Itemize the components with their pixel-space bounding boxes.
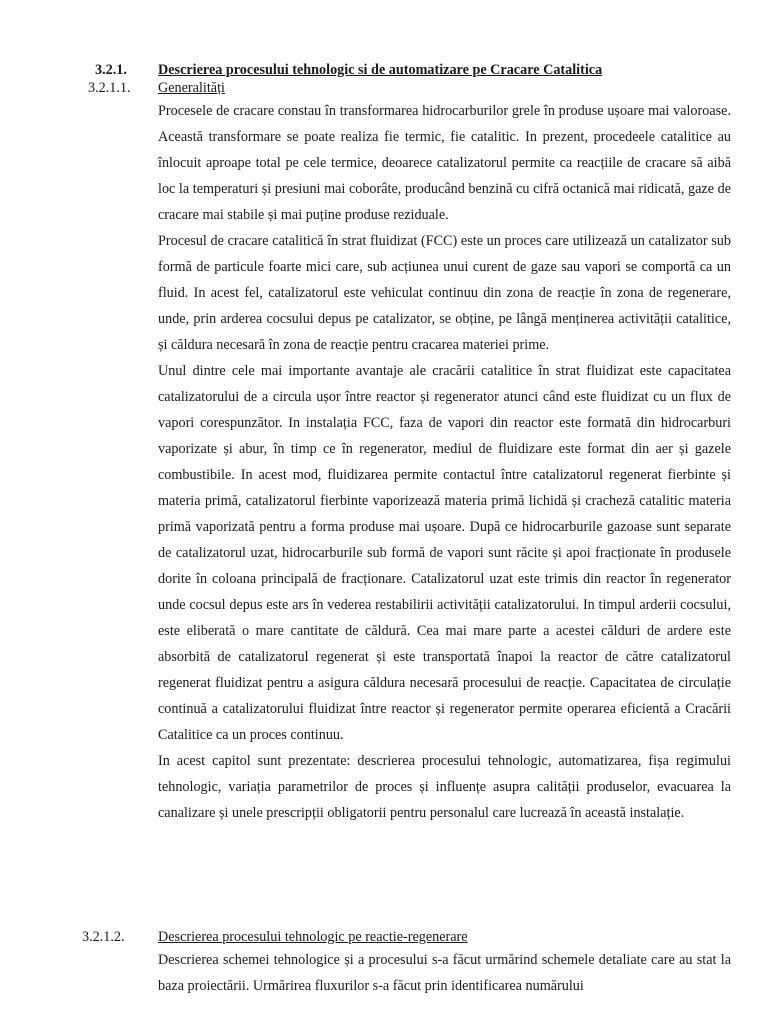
body-text (158, 98, 731, 826)
paragraph: Procesul de cracare catalitică în strat fluidizat (FCC) este un proces care utilizează un catalizator sub formă de particule foarte mici care, sub acțiunea unui curent de gaze sau vapori se comportă ca un fluid. In acest fel, catalizatorul este vehiculat continuu din zona de reacție în zona de regenerare, unde, prin arderea cocsului depus pe catalizator, se obține, pe lângă menținerea activității catalitice, și căldura necesară în zona de reacție pentru cracarea materiei prime. (158, 233, 731, 353)
paragraph: Procesele de cracare constau în transformarea hidrocarburilor grele în produse ușoare mai valoroase. Această transformare se poate realiza fie termic, fie catalitic. In prezent, procedeele catalitice au înlocuit aproape total pe cele termice, deoarece catalizatorul permite ca reacțiile de cracare să aibă loc la temperaturi și presiuni mai coborâte, producând benzină cu cifră octanică mai ridicată, gaze de cracare mai stabile și mai puține produse reziduale. (158, 103, 731, 223)
paragraph: Descrierea schemei tehnologice și a procesului s-a făcut urmărind schemele detaliate care au stat la baza proiectării. Urmărirea fluxurilor s-a făcut prin identificarea numărului (158, 952, 731, 994)
subsection-title: Generalități (158, 80, 225, 96)
paragraph: Unul dintre cele mai importante avantaje ale cracării catalitice în strat fluidizat este capacitatea catalizatorului de a circula ușor între reactor și regenerator atunci când este fluidizat cu un flux de vapori corespunzător. In instalația FCC, faza de vapori din reactor este formată din hidrocarburi vaporizate și abur, în timp ce în regenerator, mediul de fluidizare este format din aer și gazele combustibile. In acest mod, fluidizarea permite contactul între catalizatorul regenerat fierbinte și materia primă, catalizatorul fierbinte vaporizează materia primă lichidă și cracheză catalitic materia primă vaporizată pentru a forma produse mai ușoare. După ce hidrocarburile gazoase sunt separate de catalizatorul uzat, hidrocarburile sub formă de vapori sunt răcite și apoi fracționate în produsele dorite în coloana principală de fracționare. Catalizatorul uzat este trimis din reactor în regenerator unde cocsul depus este ars în vederea restabilirii activității catalizatorului. In timpul arderii cocsului, este eliberată o mare cantitate de căldură. Cea mai mare parte a acestei călduri de ardere este absorbită de catalizatorul regenerat și este transportată înapoi la reactor de către catalizatorul regenerat fluidizat pentru a asigura căldura necesară procesului de reacție. Capacitatea de circulație continuă a catalizatorului fluidizat între reactor și regenerator permite operarea eficientă a Cracării Catalitice ca un proces continuu. (158, 363, 731, 743)
paragraph: In acest capitol sunt prezentate: descrierea procesului tehnologic, automatizarea, fișa regimului tehnologic, variația parametrilor de proces și influențe asupra calității produselor, evacuarea la canalizare și unele prescripții obligatorii pentru personalul care lucrează în această instalație. (158, 753, 731, 821)
section-title: Descrierea procesului tehnologic si de automatizare pe Cracare Catalitica (158, 62, 603, 78)
subsection-number: 3.2.1.1. (88, 80, 131, 96)
body-text (158, 947, 731, 999)
subsection-number: 3.2.1.2. (82, 929, 125, 945)
section-number: 3.2.1. (95, 62, 127, 78)
subsection-title: Descrierea procesului tehnologic pe reactie-regenerare (158, 929, 468, 945)
